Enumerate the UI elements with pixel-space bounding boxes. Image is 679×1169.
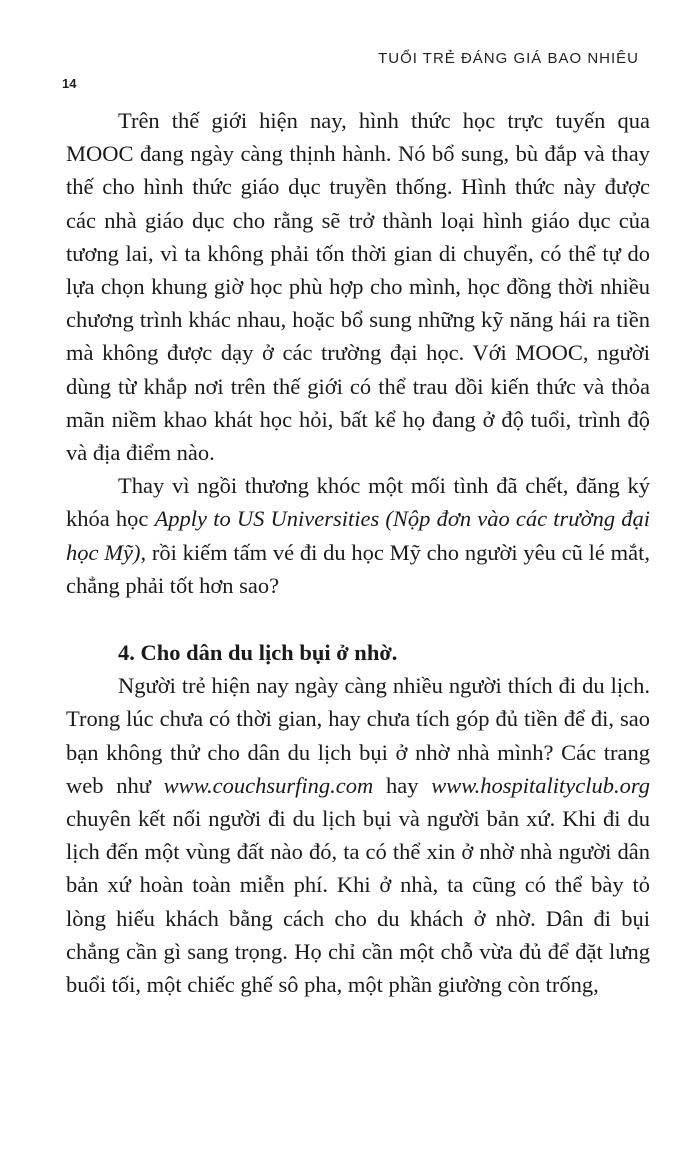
page-number: 14	[62, 76, 77, 91]
paragraph-couchsurfing-after: chuyên kết nối người đi du lịch bụi và người bản xứ. Khi đi du lịch đến một vùng đất nào đó, ta có thể xin ở nhờ nhà người dân bản xứ hoàn toàn miễn phí. Khi ở nhà, ta cũng có thể bày tỏ lòng hiếu khách bằng cách cho du khách ở nhờ. Dân đi bụi chẳng cần gì sang trọng. Họ chỉ cần một chỗ vừa đủ để đặt lưng buổi tối, một chiếc ghế sô pha, một phần giường còn trống,	[66, 806, 650, 998]
website-hospitalityclub: www.hospitalityclub.org	[431, 772, 650, 798]
paragraph-apply-course-after: , rồi kiếm tấm vé đi du học Mỹ cho người yêu cũ lé mắt, chẳng phải tốt hơn sao?	[66, 539, 650, 598]
website-couchsurfing: www.couchsurfing.com	[163, 772, 374, 798]
section-heading: 4. Cho dân du lịch bụi ở nhờ.	[118, 640, 398, 666]
course-title: Apply to US Universities (Nộp đơn vào các trường đại học Mỹ)	[66, 506, 650, 565]
paragraph-mooc: Trên thế giới hiện nay, hình thức học trực tuyến qua MOOC đang ngày càng thịnh hành. Nó bổ sung, bù đắp và thay thế cho hình thức giáo dục truyền thống. Hình thức này được các nhà giáo dục cho rằng sẽ trở thành loại hình giáo dục của tương lai, vì ta không phải tốn thời gian di chuyển, có thể tự do lựa chọn khung giờ học phù hợp cho mình, học đồng thời nhiều chương trình khác nhau, hoặc bổ sung những kỹ năng hái ra tiền mà không được dạy ở các trường đại học. Với MOOC, người dùng từ khắp nơi trên thế giới có thể trau dồi kiến thức và thỏa mãn niềm khao khát học hỏi, bất kể họ đang ở độ tuổi, trình độ và địa điểm nào.	[66, 108, 650, 466]
body-text	[66, 104, 650, 1001]
paragraph-couchsurfing-middle: hay	[373, 772, 432, 798]
paragraph-couchsurfing	[66, 669, 650, 1001]
paragraph-apply-course	[66, 469, 650, 602]
paragraph-apply-course-before: Thay vì ngồi thương khóc một mối tình đã chết, đăng ký khóa học	[66, 473, 650, 532]
paragraph-couchsurfing-before: Người trẻ hiện nay ngày càng nhiều người thích đi du lịch. Trong lúc chưa có thời gian, hay chưa tích góp đủ tiền để đi, sao bạn không thử cho dân du lịch bụi ở nhờ nhà mình? Các trang web như	[66, 673, 650, 798]
running-header: TUỔI TRẺ ĐÁNG GIÁ BAO NHIÊU	[378, 50, 639, 67]
